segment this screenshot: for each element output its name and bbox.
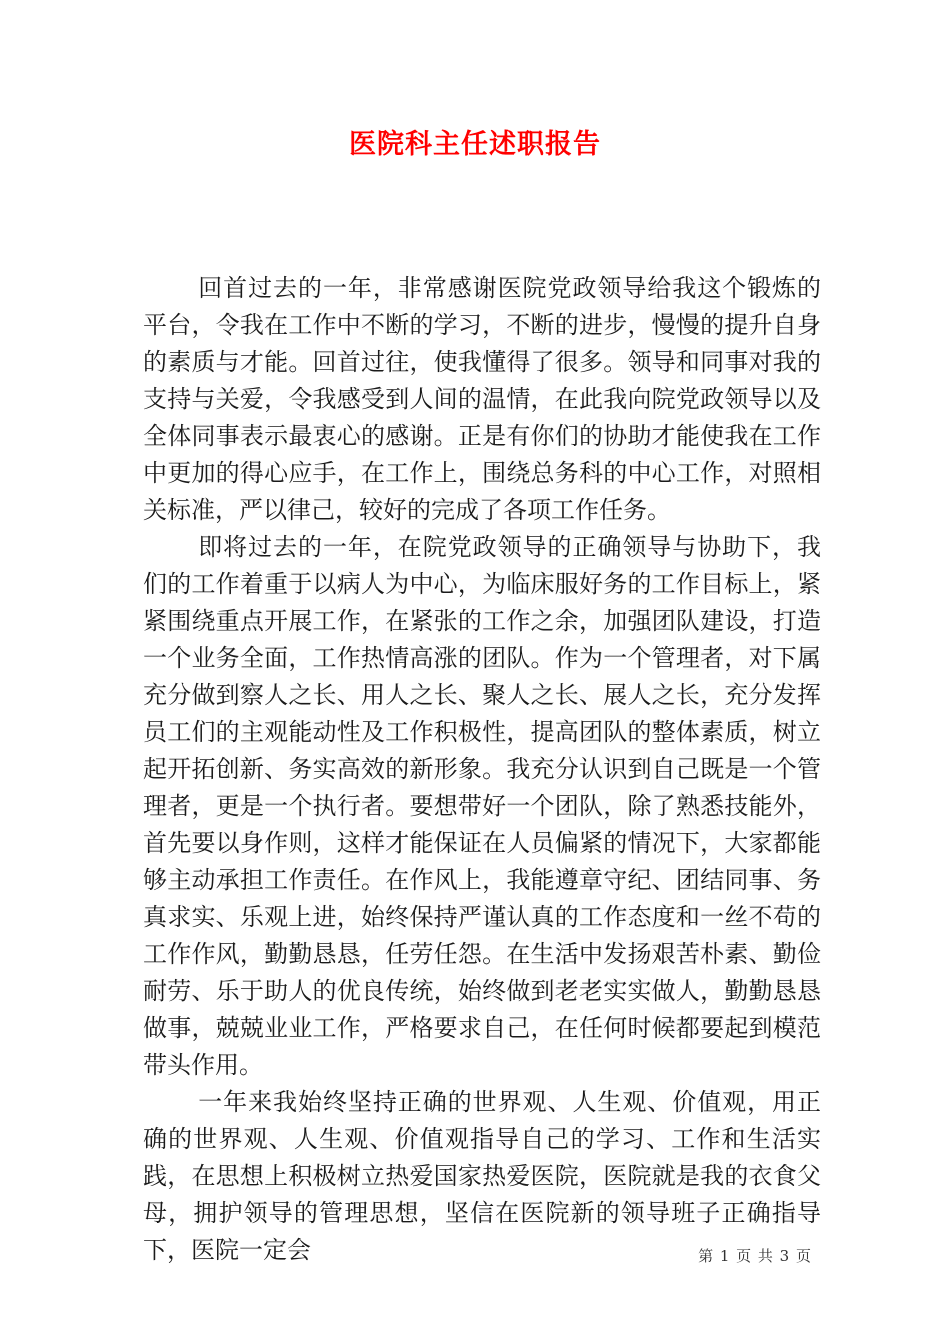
paragraph-3: 一年来我始终坚持正确的世界观、人生观、价值观，用正确的世界观、人生观、价值观指导自己的学习、工作和生活实践，在思想上积极树立热爱国家热爱医院，医院就是我的衣食父母，拥护领导的管理思想，坚信在医院新的领导班子正确指导下，医院一定会 <box>143 1088 821 1264</box>
document-title: 医院科主任述职报告 <box>349 129 601 160</box>
paragraph-2: 即将过去的一年，在院党政领导的正确领导与协助下，我们的工作着重于以病人为中心，为临床服好务的工作目标上，紧紧围绕重点开展工作，在紧张的工作之余，加强团队建设，打造一个业务全面，工作热情高涨的团队。作为一个管理者，对下属充分做到察人之长、用人之长、聚人之长、展人之长，充分发挥员工们的主观能动性及工作积极性，提高团队的整体素质，树立起开拓创新、务实高效的新形象。我充分认识到自己既是一个管理者，更是一个执行者。要想带好一个团队，除了熟悉技能外，首先要以身作则，这样才能保证在人员偏紧的情况下，大家都能够主动承担工作责任。在作风上，我能遵章守纪、团结同事、务真求实、乐观上进，始终保持严谨认真的工作态度和一丝不苟的工作作风，勤勤恳恳，任劳任怨。在生活中发扬艰苦朴素、勤俭耐劳、乐于助人的优良传统，始终做到老老实实做人，勤勤恳恳做事，兢兢业业工作，严格要求自己，在任何时候都要起到模范带头作用。 <box>143 533 821 1079</box>
page-footer <box>698 1246 812 1266</box>
paragraph-1: 回首过去的一年，非常感谢医院党政领导给我这个锻炼的平台，令我在工作中不断的学习，不断的进步，慢慢的提升自身的素质与才能。回首过往，使我懂得了很多。领导和同事对我的支持与关爱，令我感受到人间的温情，在此我向院党政领导以及全体同事表示最衷心的感谢。正是有你们的协助才能使我在工作中更加的得心应手，在工作上，围绕总务科的中心工作，对照相关标准，严以律己，较好的完成了各项工作任务。 <box>143 274 821 524</box>
page-number-label: 第 1 页 共 3 页 <box>698 1247 812 1265</box>
document-body <box>143 270 821 1269</box>
